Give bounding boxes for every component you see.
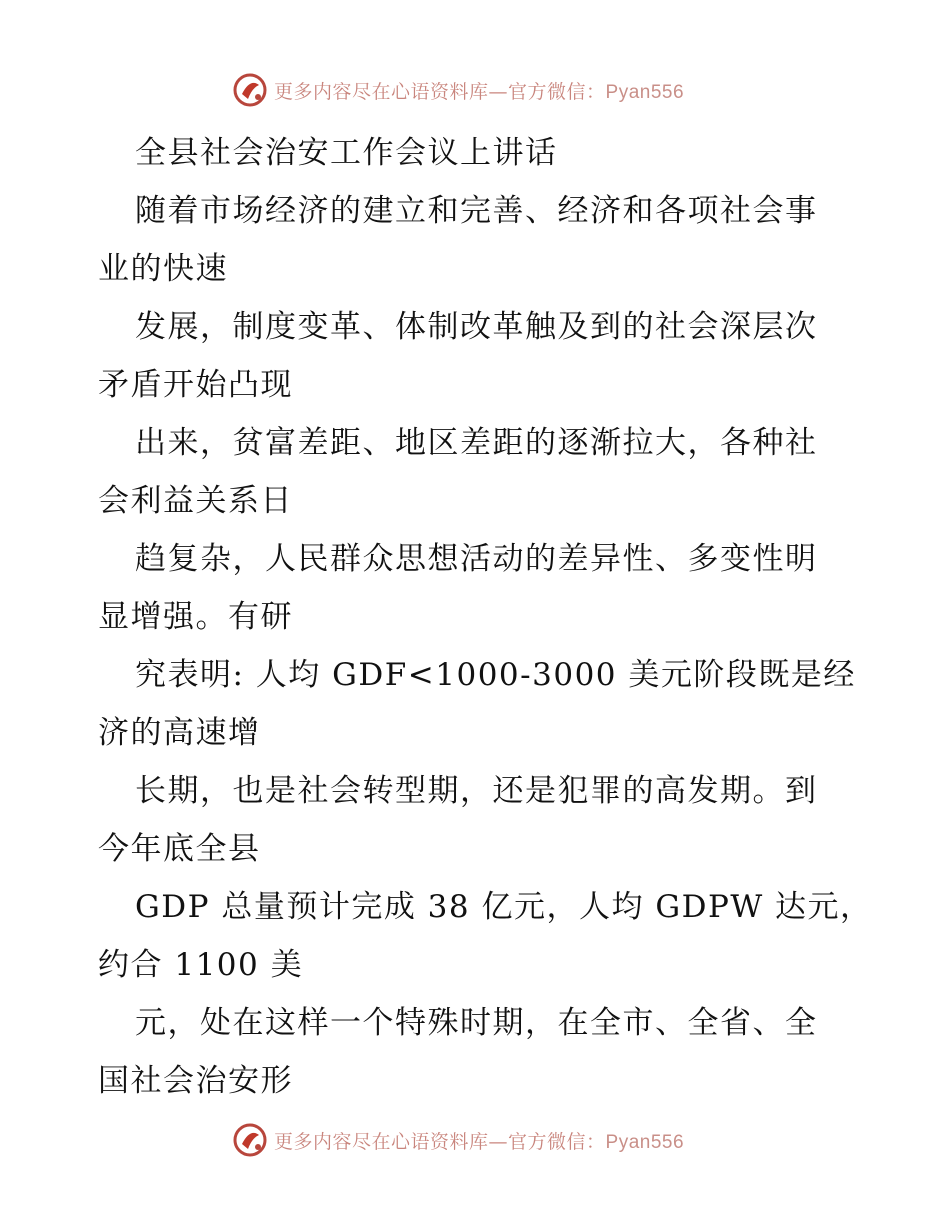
logo-icon [232, 1122, 268, 1158]
text-line: GDP 总量预计完成 38 亿元，人均 GDPW 达元， [135, 889, 873, 925]
text-line: 今年底全县 [98, 831, 261, 867]
text-line: 长期，也是社会转型期，还是犯罪的高发期。到 [135, 773, 818, 809]
text-line: 显增强。有研 [98, 599, 293, 635]
text-line: 国社会治安形 [98, 1063, 293, 1099]
text-line: 矛盾开始凸现 [98, 367, 293, 403]
document-body [98, 124, 873, 1110]
text-line: 济的高速增 [98, 715, 261, 751]
header-watermark [232, 70, 684, 110]
footer-watermark [232, 1120, 684, 1160]
text-line: 业的快速 [98, 251, 228, 287]
text-line: 元，处在这样一个特殊时期，在全市、全省、全 [135, 1005, 818, 1041]
text-line: 发展，制度变革、体制改革触及到的社会深层次 [135, 309, 818, 345]
text-line: 会利益关系日 [98, 483, 293, 519]
watermark-text: 更多内容尽在心语资料库—官方微信：Pyan556 [274, 1130, 685, 1153]
text-line: 趋复杂，人民群众思想活动的差异性、多变性明 [135, 541, 818, 577]
watermark-text: 更多内容尽在心语资料库—官方微信：Pyan556 [274, 80, 685, 103]
text-line: 随着市场经济的建立和完善、经济和各项社会事 [135, 193, 818, 229]
text-line: 约合 1100 美 [98, 947, 304, 983]
logo-icon [232, 72, 268, 108]
document-title: 全县社会治安工作会议上讲话 [135, 135, 558, 171]
text-line: 究表明: 人均 GDF<1000-3000 美元阶段既是经 [135, 657, 856, 693]
text-line: 出来，贫富差距、地区差距的逐渐拉大，各种社 [135, 425, 818, 461]
